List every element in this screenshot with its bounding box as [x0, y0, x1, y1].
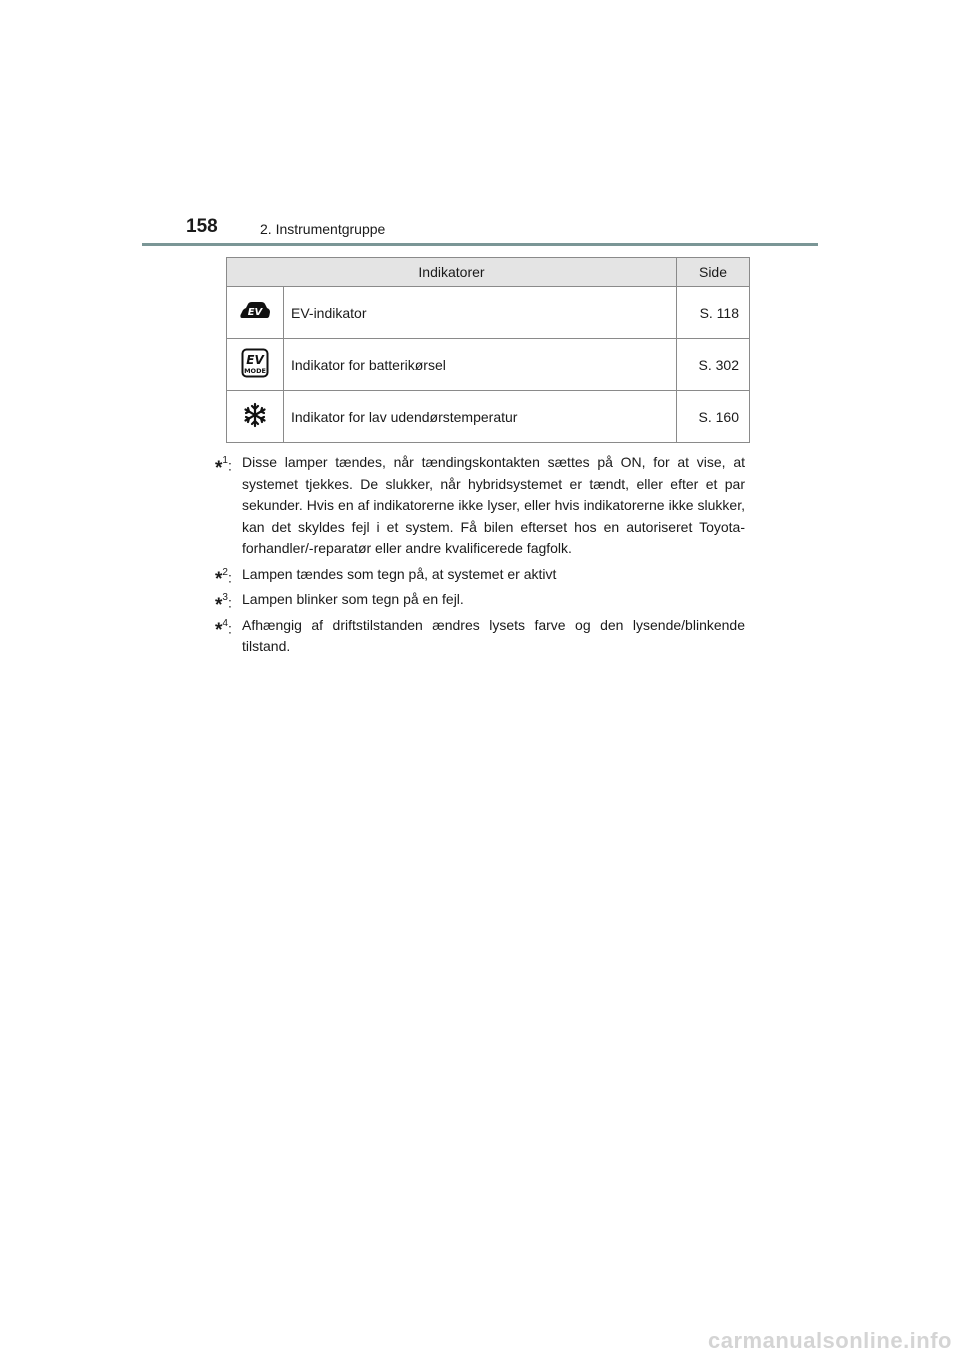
footnote — [215, 615, 745, 658]
footnote-mark: *$^3$: — [215, 592, 232, 616]
page-link[interactable]: S. 302 — [677, 339, 750, 391]
footnote — [215, 452, 745, 560]
footnote-mark: *$^2$: — [215, 566, 232, 591]
indicator-name: EV-indikator — [284, 287, 677, 339]
indicator-table — [226, 257, 750, 443]
indicator-name: Indikator for lav udendørstemperatur — [284, 391, 677, 443]
ev-indicator-icon — [239, 300, 271, 325]
footnote — [215, 564, 745, 591]
icon-cell — [227, 339, 284, 391]
table-row — [227, 287, 750, 339]
footnote — [215, 589, 745, 616]
footnote-text: Afhængig af driftstilstanden ændres lysets farve og den lysende/blinkende tilstand. — [242, 616, 745, 654]
footnote-text: Lampen blinker som tegn på en fejl. — [242, 591, 464, 607]
page-header — [0, 0, 960, 250]
footnote-text: Lampen tændes som tegn på, at systemet er aktivt — [242, 565, 557, 582]
page-link[interactable]: S. 160 — [677, 391, 750, 443]
page-link[interactable]: S. 118 — [677, 287, 750, 339]
icon-cell — [227, 391, 284, 443]
svg-text:EV: EV — [247, 307, 263, 318]
footnotes — [215, 452, 745, 662]
table-header-row — [227, 258, 750, 287]
page-number: 158 — [186, 216, 218, 237]
footnote-mark: *$^4$: — [215, 617, 232, 642]
svg-text:EV: EV — [246, 353, 264, 367]
footnote-mark: *$^1$: — [215, 455, 232, 479]
snowflake-icon — [242, 402, 268, 431]
watermark: carmanualsonline.info — [708, 1328, 952, 1353]
header-indicators: Indikatorer — [227, 258, 677, 287]
table-row — [227, 339, 750, 391]
table-row — [227, 391, 750, 443]
header-rule — [142, 243, 818, 246]
ev-mode-icon — [241, 348, 269, 381]
icon-cell — [227, 287, 284, 339]
header-page: Side — [677, 258, 750, 287]
chapter-title: 2. Instrumentgruppe — [260, 221, 386, 237]
svg-text:MODE: MODE — [244, 367, 266, 375]
footnote-text: Disse lamper tændes, når tændingskontakten sættes på ON, for at vise, at systemet tjekkes. De slukker, når hybridsystemet er tændt, eller efter et par sekunder. Hvis en af indikatorerne ikke lyser, eller hvis indikatorerne ikke slukker, kan det skyldes fejl i et system. Få bilen efterset hos en autoriseret Toyota-forhandler/-reparatør eller andre kvalificerede fagfolk. — [242, 454, 745, 556]
indicator-name: Indikator for batterikørsel — [284, 339, 677, 391]
